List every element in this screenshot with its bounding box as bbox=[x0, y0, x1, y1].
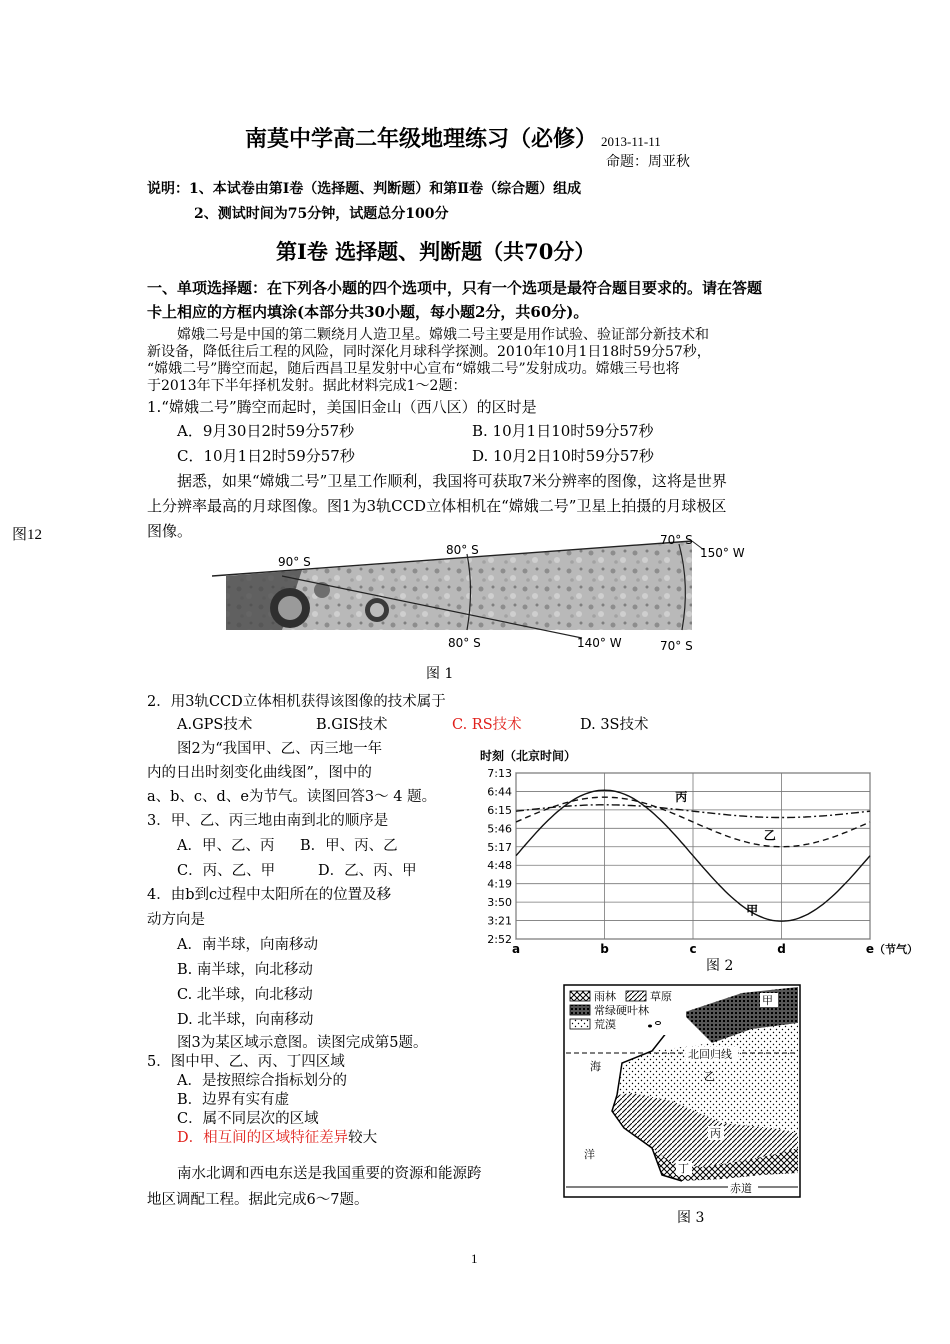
q3-option-d: D．乙、丙、甲 bbox=[318, 863, 417, 879]
x-tick-label: a bbox=[511, 942, 521, 956]
legend-desert-label: 荒漠 bbox=[594, 1018, 616, 1031]
y-tick-label: 6:44 bbox=[487, 785, 512, 799]
figure2-caption: 图 2 bbox=[706, 958, 734, 974]
q1-stem: 1.“嫦娥二号”腾空而起时，美国旧金山（西八区）的区时是 bbox=[147, 398, 537, 416]
x-tick-label: c bbox=[689, 942, 697, 956]
section1-intro-1: 一、单项选择题：在下列各小题的四个选项中，只有一个选项是最符合题目要求的。请在答题 bbox=[147, 279, 763, 297]
label-tropic: 北回归线 bbox=[688, 1048, 732, 1061]
q4-option-b: B. 南半球，向北移动 bbox=[177, 962, 313, 978]
passage1-line3: “嫦娥二号”腾空而起，随后西昌卫星发射中心宣布“嫦娥二号”发射成功。嫦娥三号也将 bbox=[147, 361, 680, 377]
chart-x-ticks bbox=[512, 942, 874, 956]
q3-option-c: C．丙、乙、甲 bbox=[177, 863, 276, 879]
series-label-乙: 乙 bbox=[763, 828, 776, 843]
y-tick-label: 4:19 bbox=[487, 877, 512, 891]
island-dot-1 bbox=[648, 1025, 652, 1028]
y-tick-label: 3:50 bbox=[487, 896, 512, 910]
label-150w: 150° W bbox=[700, 546, 745, 560]
chart-y-ticks bbox=[487, 767, 512, 946]
passage3-line3: a、b、c、d、e为节气。读图回答3～ 4 题。 bbox=[147, 789, 437, 805]
passage1-line4: 于2013年下半年择机发射。据此材料完成1～2题： bbox=[147, 378, 467, 394]
passage1-line2: 新设备，降低往后工程的风险，同时深化月球科学探测。2010年10月1日18时59分57秒， bbox=[147, 344, 711, 360]
q2-option-d: D. 3S技术 bbox=[580, 717, 649, 733]
passage3-line2: 内的日出时刻变化曲线图”，图中的 bbox=[147, 765, 372, 781]
passage5-line1: 南水北调和西电东送是我国重要的资源和能源跨 bbox=[177, 1166, 482, 1182]
date: 2013-11-11 bbox=[601, 134, 661, 149]
y-tick-label: 6:15 bbox=[487, 803, 512, 817]
q4-stem-2: 动方向是 bbox=[147, 912, 205, 928]
q1-option-a: A．9月30日2时59分57秒 bbox=[177, 422, 355, 440]
label-80s-top: 80° S bbox=[446, 543, 479, 557]
q1-option-c: C．10月1日2时59分57秒 bbox=[177, 447, 355, 465]
figure3-region-map bbox=[562, 983, 802, 1203]
label-70s-top: 70° S bbox=[660, 533, 693, 547]
x-tick-label: d bbox=[777, 942, 786, 956]
legend-sclerophyll-label: 常绿硬叶林 bbox=[594, 1004, 649, 1017]
page-number: 1 bbox=[471, 1251, 478, 1266]
q5-option-d-rest: 较大 bbox=[348, 1130, 378, 1146]
y-tick-label: 5:17 bbox=[487, 840, 512, 854]
legend-grassland-label: 草原 bbox=[650, 990, 672, 1003]
x-tick-label: e bbox=[865, 942, 875, 956]
q3-option-b: B．甲、丙、乙 bbox=[300, 838, 398, 854]
q4-option-d: D. 北半球，向南移动 bbox=[177, 1012, 314, 1028]
passage2-line1: 据悉，如果“嫦娥二号”卫星工作顺利，我国将可获取7米分辨率的图像，这将是世界 bbox=[177, 472, 727, 490]
q2-option-a: A.GPS技术 bbox=[177, 717, 253, 733]
q4-stem-1: 4．由b到c过程中太阳所在的位置及移 bbox=[147, 887, 392, 903]
passage2-line3: 图像。 bbox=[147, 522, 193, 540]
chart-xlabel: （节气） bbox=[874, 943, 918, 956]
y-tick-label: 3:21 bbox=[487, 914, 512, 928]
side-label: 图12 bbox=[12, 527, 43, 543]
figure2-sunrise-chart bbox=[478, 745, 928, 975]
section1-title: 第Ⅰ卷 选择题、判断题（共70分） bbox=[276, 239, 596, 264]
legend-sclerophyll-swatch bbox=[570, 1005, 590, 1015]
label-jia: 甲 bbox=[762, 994, 773, 1007]
chart-title: 时刻（北京时间） bbox=[480, 749, 577, 763]
q5-option-c: C．属不同层次的区域 bbox=[177, 1111, 319, 1127]
y-tick-label: 5:46 bbox=[487, 822, 512, 836]
series-label-丙: 丙 bbox=[675, 790, 688, 805]
q4-option-c: C. 北半球，向北移动 bbox=[177, 987, 313, 1003]
title-text: 南莫中学高二年级地理练习（必修） bbox=[245, 126, 598, 152]
q5-option-b: B．边界有实有虚 bbox=[177, 1092, 290, 1108]
crater-small-floor bbox=[370, 603, 384, 617]
label-bing: 丙 bbox=[710, 1127, 721, 1140]
passage1-line1: 嫦娥二号是中国的第二颗绕月人造卫星。嫦娥二号主要是用作试验、验证部分新技术和 bbox=[177, 327, 709, 343]
passage5-line2: 地区调配工程。据此完成6～7题。 bbox=[147, 1192, 369, 1208]
label-yang: 洋 bbox=[584, 1148, 595, 1161]
legend-grassland-swatch bbox=[626, 991, 646, 1001]
instructions-line1: 说明：1、本试卷由第Ⅰ卷（选择题、判断题）和第Ⅱ卷（综合题）组成 bbox=[147, 181, 582, 197]
q5-option-d-red: D．相互间的区域特征差异 bbox=[177, 1130, 349, 1146]
q1-option-d: D. 10月2日10时59分57秒 bbox=[472, 447, 654, 465]
figure1-lunar-image bbox=[212, 530, 752, 655]
label-equator: 赤道 bbox=[730, 1182, 752, 1195]
q5-option-a: A．是按照综合指标划分的 bbox=[177, 1073, 347, 1089]
q2-stem: 2．用3轨CCD立体相机获得该图像的技术属于 bbox=[147, 694, 446, 710]
figure3-caption: 图 3 bbox=[677, 1210, 705, 1226]
series-label-甲: 甲 bbox=[746, 903, 759, 918]
label-hai: 海 bbox=[590, 1060, 601, 1073]
label-90s: 90° S bbox=[278, 555, 311, 569]
q4-option-a: A．南半球，向南移动 bbox=[177, 937, 318, 953]
passage3-line1: 图2为“我国甲、乙、丙三地一年 bbox=[177, 741, 383, 757]
author: 命题：周亚秋 bbox=[606, 154, 690, 170]
section1-intro-2: 卡上相应的方框内填涂(本部分共30小题，每小题2分，共60分)。 bbox=[147, 303, 589, 321]
label-80s-bottom: 80° S bbox=[448, 636, 481, 650]
legend-rainforest-label: 雨林 bbox=[594, 990, 616, 1003]
instructions-line2: 2、测试时间为75分钟，试题总分100分 bbox=[194, 206, 449, 222]
passage2-line2: 上分辨率最高的月球图像。图1为3轨CCD立体相机在“嫦娥二号”卫星上拍摄的月球极区 bbox=[147, 497, 727, 515]
legend-rainforest-swatch bbox=[570, 991, 590, 1001]
q3-stem: 3．甲、乙、丙三地由南到北的顺序是 bbox=[147, 813, 389, 829]
q2-option-c: C. RS技术 bbox=[452, 717, 522, 733]
label-70s-bottom: 70° S bbox=[660, 639, 693, 653]
q5-option-d bbox=[177, 1126, 377, 1147]
label-ding: 丁 bbox=[678, 1162, 689, 1175]
q1-option-b: B. 10月1日10时59分57秒 bbox=[472, 422, 654, 440]
q2-option-b: B.GIS技术 bbox=[316, 717, 388, 733]
crater-large-floor bbox=[278, 596, 302, 620]
y-tick-label: 4:48 bbox=[487, 859, 512, 873]
passage4: 图3为某区域示意图。读图完成第5题。 bbox=[177, 1035, 428, 1051]
figure1-caption: 图 1 bbox=[426, 666, 454, 682]
y-tick-label: 7:13 bbox=[487, 767, 512, 780]
label-140w: 140° W bbox=[577, 636, 622, 650]
q3-option-a: A．甲、乙、丙 bbox=[177, 838, 275, 854]
q5-stem: 5．图中甲、乙、丙、丁四区域 bbox=[147, 1054, 345, 1070]
label-yi: 乙 bbox=[704, 1070, 715, 1083]
y-tick-label: 2:52 bbox=[487, 933, 512, 946]
legend-desert-swatch bbox=[570, 1019, 590, 1029]
x-tick-label: b bbox=[600, 942, 609, 956]
page-title bbox=[245, 122, 661, 153]
